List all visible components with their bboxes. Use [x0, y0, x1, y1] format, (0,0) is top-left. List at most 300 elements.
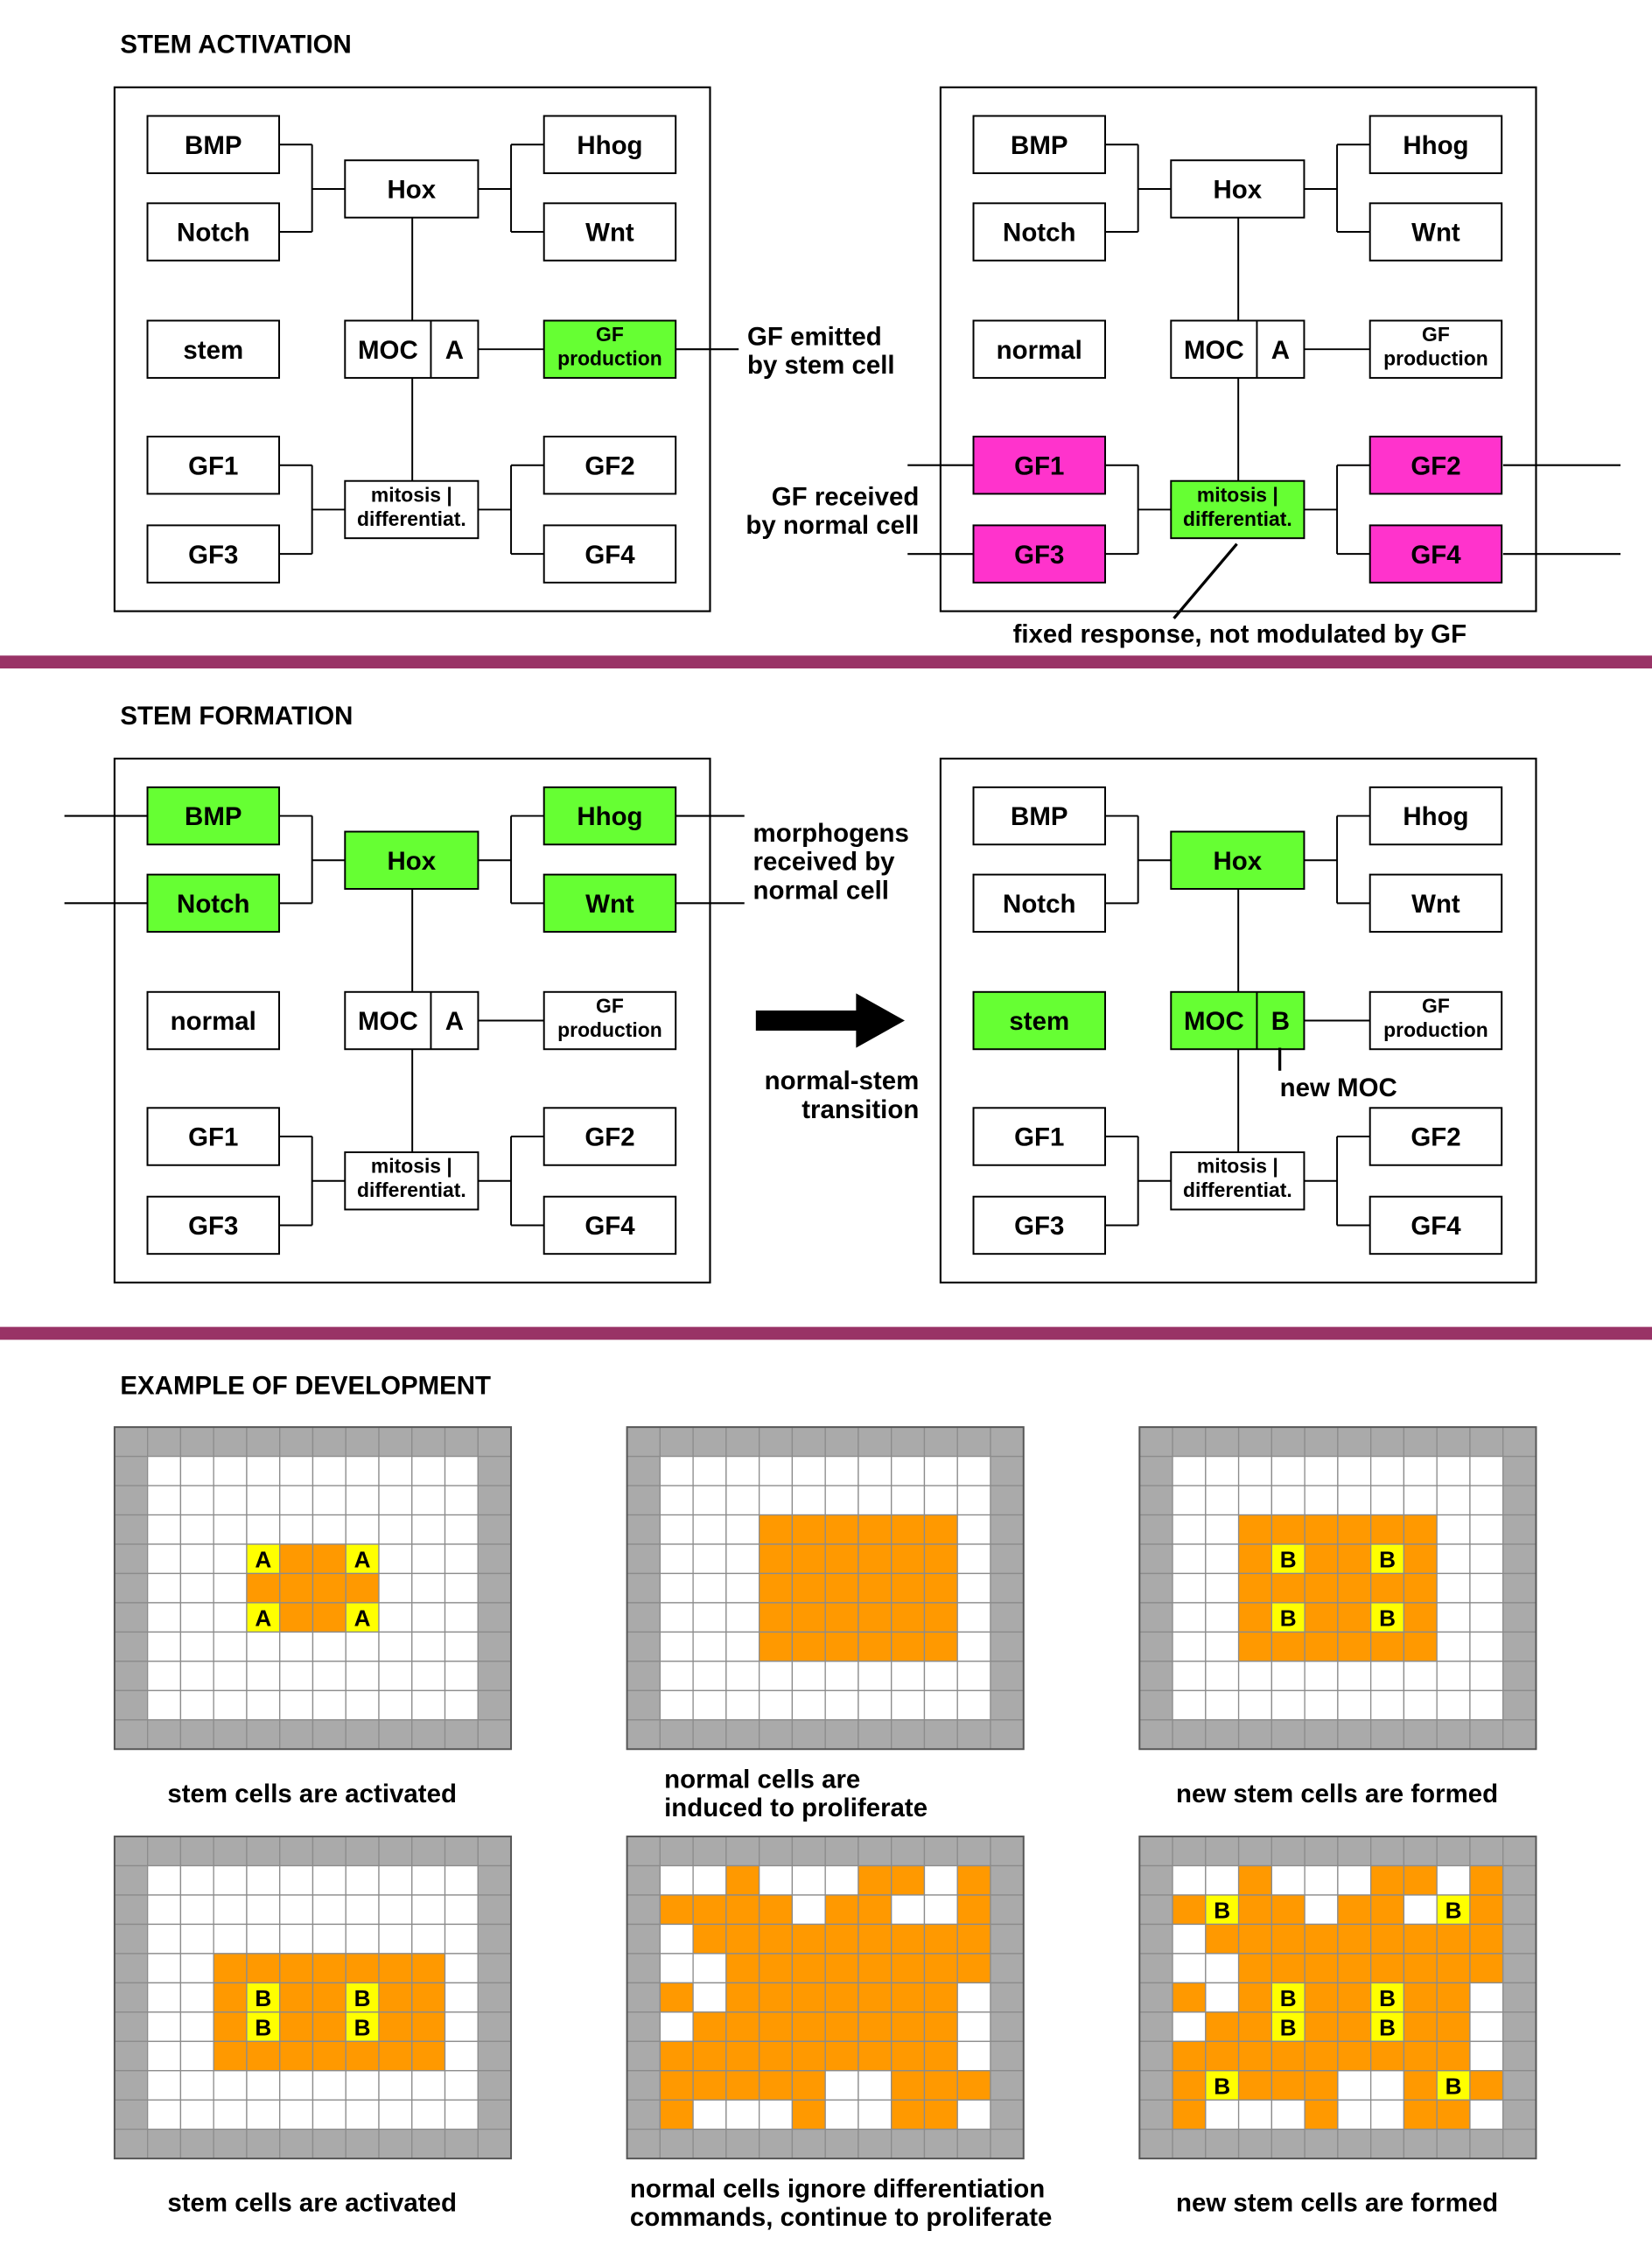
empty-cell	[280, 1661, 313, 1690]
border-cell	[1139, 1427, 1172, 1456]
border-cell	[478, 2100, 511, 2129]
border-cell	[1206, 1427, 1239, 1456]
border-cell	[760, 1836, 793, 1865]
empty-cell	[445, 1457, 479, 1486]
empty-cell	[924, 1690, 957, 1719]
proliferating-cell	[892, 2071, 925, 2100]
border-cell	[478, 1983, 511, 2011]
empty-cell	[280, 1895, 313, 1924]
border-cell	[115, 1486, 148, 1514]
proliferating-cell	[760, 1573, 793, 1602]
empty-cell	[1338, 1866, 1371, 1895]
proliferating-cell	[792, 1954, 825, 1983]
proliferating-cell	[1338, 1632, 1371, 1661]
cell-state-label: B	[354, 1984, 371, 2011]
border-cell	[990, 1661, 1024, 1690]
empty-cell	[1305, 1457, 1338, 1486]
empty-cell	[180, 1573, 214, 1602]
empty-cell	[726, 1515, 760, 1544]
empty-cell	[1206, 1954, 1239, 1983]
border-cell	[892, 1427, 925, 1456]
empty-cell	[148, 1983, 181, 2011]
empty-cell	[957, 1544, 990, 1573]
annotation-gf-received: by normal cell	[746, 511, 920, 541]
empty-cell	[346, 1690, 379, 1719]
empty-cell	[1172, 1457, 1206, 1486]
proliferating-cell	[1404, 2041, 1437, 2070]
border-cell	[412, 1720, 445, 1749]
border-cell	[957, 1720, 990, 1749]
empty-cell	[1338, 1457, 1371, 1486]
proliferating-cell	[957, 1954, 990, 1983]
border-cell	[957, 2130, 990, 2158]
proliferating-cell	[1371, 1895, 1404, 1924]
proliferating-cell	[760, 2041, 793, 2070]
proliferating-cell	[1172, 2041, 1206, 2070]
empty-cell	[1470, 1486, 1503, 1514]
proliferating-cell	[1239, 1515, 1272, 1544]
empty-cell	[1172, 1866, 1206, 1895]
empty-cell	[412, 1515, 445, 1544]
proliferating-cell	[1371, 1924, 1404, 1953]
proliferating-cell	[1305, 1632, 1338, 1661]
border-cell	[1437, 1836, 1470, 1865]
border-cell	[148, 1427, 181, 1456]
border-cell	[627, 2130, 661, 2158]
empty-cell	[445, 2012, 479, 2041]
empty-cell	[445, 1486, 479, 1514]
border-cell	[1239, 2130, 1272, 2158]
cell-state-label: B	[1279, 1605, 1297, 1632]
border-cell	[1503, 1515, 1536, 1544]
empty-cell	[214, 1486, 247, 1514]
border-cell	[1305, 1836, 1338, 1865]
border-cell	[726, 1427, 760, 1456]
border-cell	[660, 1427, 693, 1456]
border-cell	[478, 1573, 511, 1602]
empty-cell	[957, 1690, 990, 1719]
proliferating-cell	[1239, 1895, 1272, 1924]
empty-cell	[957, 1661, 990, 1690]
cell-type-label: stem	[1009, 1007, 1070, 1037]
border-cell	[760, 1427, 793, 1456]
empty-cell	[825, 1690, 858, 1719]
empty-cell	[412, 1632, 445, 1661]
proliferating-cell	[792, 1924, 825, 1953]
empty-cell	[726, 1544, 760, 1573]
border-cell	[627, 1690, 661, 1719]
border-cell	[858, 1427, 892, 1456]
empty-cell	[726, 2100, 760, 2129]
border-cell	[312, 1836, 346, 1865]
empty-cell	[1371, 1486, 1404, 1514]
border-cell	[627, 1632, 661, 1661]
proliferating-cell	[1305, 2100, 1338, 2129]
border-cell	[990, 1895, 1024, 1924]
border-cell	[1470, 2130, 1503, 2158]
proliferating-cell	[1305, 1603, 1338, 1632]
empty-cell	[924, 1895, 957, 1924]
proliferating-cell	[247, 1954, 280, 1983]
empty-cell	[825, 2071, 858, 2100]
border-cell	[1503, 1544, 1536, 1573]
empty-cell	[247, 2100, 280, 2129]
cell-state-label: B	[1445, 2073, 1462, 2100]
empty-cell	[280, 1457, 313, 1486]
proliferating-cell	[892, 2100, 925, 2129]
proliferating-cell	[1437, 2100, 1470, 2129]
proliferating-cell	[726, 1866, 760, 1895]
proliferating-cell	[760, 1954, 793, 1983]
border-cell	[990, 1924, 1024, 1953]
proliferating-cell	[760, 1983, 793, 2011]
proliferating-cell	[693, 2041, 726, 2070]
proliferating-cell	[858, 1603, 892, 1632]
empty-cell	[693, 1457, 726, 1486]
proliferating-cell	[1470, 1954, 1503, 1983]
empty-cell	[214, 1515, 247, 1544]
border-cell	[115, 2012, 148, 2041]
border-cell	[693, 1836, 726, 1865]
empty-cell	[1172, 1954, 1206, 1983]
border-cell	[115, 1544, 148, 1573]
proliferating-cell	[792, 2012, 825, 2041]
border-cell	[1404, 1427, 1437, 1456]
empty-cell	[247, 1895, 280, 1924]
proliferating-cell	[726, 1924, 760, 1953]
empty-cell	[180, 1544, 214, 1573]
empty-cell	[346, 1895, 379, 1924]
empty-cell	[346, 1866, 379, 1895]
empty-cell	[1172, 1515, 1206, 1544]
empty-cell	[1206, 1661, 1239, 1690]
empty-cell	[1305, 1690, 1338, 1719]
border-cell	[1503, 1632, 1536, 1661]
empty-cell	[180, 1895, 214, 1924]
empty-cell	[1305, 1895, 1338, 1924]
proliferating-cell	[1206, 1924, 1239, 1953]
empty-cell	[1271, 1661, 1305, 1690]
hox-module-label: Hox	[387, 846, 437, 876]
border-cell	[312, 1720, 346, 1749]
border-cell	[478, 1457, 511, 1486]
empty-cell	[957, 1632, 990, 1661]
empty-cell	[214, 2071, 247, 2100]
border-cell	[1503, 1661, 1536, 1690]
empty-cell	[379, 1486, 412, 1514]
gf4-module-label: GF4	[1410, 540, 1461, 570]
empty-cell	[1206, 1457, 1239, 1486]
wnt-module-label: Wnt	[585, 218, 634, 248]
mitosis-module-label: differentiat.	[1183, 1178, 1292, 1202]
grid-4	[115, 1836, 511, 2158]
proliferating-cell	[792, 1573, 825, 1602]
gf3-module-label: GF3	[1014, 1212, 1065, 1241]
empty-cell	[825, 1486, 858, 1514]
empty-cell	[445, 2071, 479, 2100]
empty-cell	[1470, 1457, 1503, 1486]
border-cell	[627, 1515, 661, 1544]
proliferating-cell	[346, 1954, 379, 1983]
border-cell	[379, 1427, 412, 1456]
empty-cell	[693, 1544, 726, 1573]
proliferating-cell	[1404, 2012, 1437, 2041]
border-cell	[346, 2130, 379, 2158]
empty-cell	[693, 1661, 726, 1690]
fixed-response-pointer	[1174, 544, 1237, 619]
border-cell	[115, 1427, 148, 1456]
empty-cell	[760, 1866, 793, 1895]
proliferating-cell	[760, 1515, 793, 1544]
proliferating-cell	[312, 1544, 346, 1573]
border-cell	[990, 1427, 1024, 1456]
border-cell	[1139, 1690, 1172, 1719]
empty-cell	[214, 1544, 247, 1573]
proliferating-cell	[1404, 1632, 1437, 1661]
empty-cell	[1470, 1603, 1503, 1632]
border-cell	[1503, 1690, 1536, 1719]
proliferating-cell	[825, 1573, 858, 1602]
empty-cell	[693, 1573, 726, 1602]
empty-cell	[1470, 2041, 1503, 2070]
empty-cell	[412, 1895, 445, 1924]
empty-cell	[247, 1924, 280, 1953]
empty-cell	[957, 1486, 990, 1514]
border-cell	[825, 1427, 858, 1456]
border-cell	[1139, 1983, 1172, 2011]
border-cell	[1239, 1836, 1272, 1865]
empty-cell	[180, 1661, 214, 1690]
empty-cell	[180, 2100, 214, 2129]
empty-cell	[247, 1457, 280, 1486]
border-cell	[1139, 2041, 1172, 2070]
empty-cell	[1371, 1690, 1404, 1719]
empty-cell	[1239, 1486, 1272, 1514]
border-cell	[1271, 1720, 1305, 1749]
proliferating-cell	[247, 2041, 280, 2070]
empty-cell	[180, 1983, 214, 2011]
empty-cell	[1239, 1457, 1272, 1486]
empty-cell	[247, 1690, 280, 1719]
border-cell	[990, 1573, 1024, 1602]
bmp-module-label: BMP	[1011, 130, 1068, 160]
empty-cell	[1437, 1603, 1470, 1632]
border-cell	[627, 1866, 661, 1895]
empty-cell	[660, 2012, 693, 2041]
gf-production-module-label: GF	[1422, 994, 1450, 1018]
border-cell	[478, 1632, 511, 1661]
border-cell	[924, 1836, 957, 1865]
empty-cell	[1470, 1690, 1503, 1719]
empty-cell	[180, 1486, 214, 1514]
empty-cell	[214, 1924, 247, 1953]
empty-cell	[346, 2071, 379, 2100]
proliferating-cell	[1239, 1544, 1272, 1573]
empty-cell	[148, 1895, 181, 1924]
border-cell	[1503, 2100, 1536, 2129]
proliferating-cell	[1470, 1895, 1503, 1924]
proliferating-cell	[858, 2012, 892, 2041]
proliferating-cell	[312, 1603, 346, 1632]
empty-cell	[445, 2041, 479, 2070]
border-cell	[214, 1720, 247, 1749]
empty-cell	[379, 1690, 412, 1719]
border-cell	[312, 2130, 346, 2158]
proliferating-cell	[1305, 1573, 1338, 1602]
empty-cell	[445, 1866, 479, 1895]
proliferating-cell	[1371, 1954, 1404, 1983]
empty-cell	[412, 1866, 445, 1895]
cell-state-label: B	[1379, 1984, 1396, 2011]
section-title-example: EXAMPLE OF DEVELOPMENT	[120, 1371, 492, 1401]
proliferating-cell	[726, 2012, 760, 2041]
empty-cell	[924, 1457, 957, 1486]
proliferating-cell	[1271, 1515, 1305, 1544]
empty-cell	[445, 1632, 479, 1661]
border-cell	[346, 1836, 379, 1865]
border-cell	[1503, 1866, 1536, 1895]
grid-1	[115, 1427, 511, 1749]
border-cell	[1470, 1720, 1503, 1749]
empty-cell	[693, 1866, 726, 1895]
empty-cell	[858, 1661, 892, 1690]
cell-type-label: normal	[996, 335, 1082, 365]
proliferating-cell	[825, 1924, 858, 1953]
proliferating-cell	[760, 1632, 793, 1661]
empty-cell	[346, 1661, 379, 1690]
empty-cell	[760, 1457, 793, 1486]
proliferating-cell	[1371, 1866, 1404, 1895]
border-cell	[627, 2041, 661, 2070]
border-cell	[1139, 1515, 1172, 1544]
border-cell	[280, 1836, 313, 1865]
border-cell	[990, 1457, 1024, 1486]
empty-cell	[379, 1457, 412, 1486]
empty-cell	[247, 1486, 280, 1514]
empty-cell	[1338, 2071, 1371, 2100]
proliferating-cell	[924, 1515, 957, 1544]
cell-state-label: A	[354, 1605, 371, 1632]
empty-cell	[1371, 2071, 1404, 2100]
empty-cell	[445, 1924, 479, 1953]
border-cell	[115, 1573, 148, 1602]
empty-cell	[379, 1661, 412, 1690]
proliferating-cell	[858, 1924, 892, 1953]
border-cell	[1271, 1427, 1305, 1456]
proliferating-cell	[892, 1866, 925, 1895]
empty-cell	[412, 2100, 445, 2129]
empty-cell	[346, 1515, 379, 1544]
empty-cell	[280, 1632, 313, 1661]
empty-cell	[280, 1486, 313, 1514]
empty-cell	[1271, 1690, 1305, 1719]
empty-cell	[379, 1573, 412, 1602]
empty-cell	[726, 1661, 760, 1690]
proliferating-cell	[858, 1895, 892, 1924]
proliferating-cell	[957, 2071, 990, 2100]
empty-cell	[1404, 1457, 1437, 1486]
border-cell	[478, 1954, 511, 1983]
cell-state-label: B	[1379, 2014, 1396, 2041]
border-cell	[858, 2130, 892, 2158]
empty-cell	[445, 2100, 479, 2129]
border-cell	[1470, 1836, 1503, 1865]
empty-cell	[892, 1895, 925, 1924]
grid-caption: normal cells ignore differentiation	[629, 2174, 1046, 2204]
proliferating-cell	[1239, 1983, 1272, 2011]
proliferating-cell	[892, 1603, 925, 1632]
proliferating-cell	[660, 2100, 693, 2129]
empty-cell	[412, 1486, 445, 1514]
proliferating-cell	[924, 2012, 957, 2041]
border-cell	[1139, 1836, 1172, 1865]
border-cell	[247, 2130, 280, 2158]
annotation-morphogens: normal cell	[752, 876, 889, 906]
proliferating-cell	[280, 1573, 313, 1602]
border-cell	[1338, 2130, 1371, 2158]
border-cell	[1172, 1720, 1206, 1749]
border-cell	[892, 2130, 925, 2158]
gf4-module-label: GF4	[1410, 1212, 1461, 1241]
border-cell	[115, 1720, 148, 1749]
notch-module-label: Notch	[177, 218, 250, 248]
proliferating-cell	[892, 1954, 925, 1983]
border-cell	[1503, 1457, 1536, 1486]
proliferating-cell	[1371, 2041, 1404, 2070]
border-cell	[627, 1954, 661, 1983]
cell-state-label: B	[255, 1984, 272, 2011]
empty-cell	[957, 1603, 990, 1632]
empty-cell	[660, 1573, 693, 1602]
border-cell	[1206, 1720, 1239, 1749]
border-cell	[1305, 2130, 1338, 2158]
proliferating-cell	[924, 1983, 957, 2011]
border-cell	[148, 1720, 181, 1749]
proliferating-cell	[892, 2012, 925, 2041]
proliferating-cell	[825, 1632, 858, 1661]
empty-cell	[957, 1515, 990, 1544]
empty-cell	[346, 1632, 379, 1661]
gf1-module-label: GF1	[1014, 451, 1065, 481]
gf1-module-label: GF1	[188, 1122, 239, 1152]
empty-cell	[1338, 1486, 1371, 1514]
empty-cell	[660, 1544, 693, 1573]
proliferating-cell	[693, 2012, 726, 2041]
grid-2	[627, 1427, 1024, 1749]
proliferating-cell	[892, 1924, 925, 1953]
empty-cell	[1271, 1866, 1305, 1895]
proliferating-cell	[346, 1573, 379, 1602]
border-cell	[1139, 2130, 1172, 2158]
moc-state: B	[1270, 1007, 1291, 1037]
proliferating-cell	[957, 1895, 990, 1924]
empty-cell	[1437, 1661, 1470, 1690]
empty-cell	[180, 1954, 214, 1983]
hox-module-label: Hox	[387, 175, 437, 205]
empty-cell	[379, 2100, 412, 2129]
moc-state: A	[444, 1007, 465, 1037]
empty-cell	[148, 1573, 181, 1602]
border-cell	[478, 1515, 511, 1544]
border-cell	[478, 2041, 511, 2070]
empty-cell	[760, 1661, 793, 1690]
proliferating-cell	[760, 1895, 793, 1924]
border-cell	[1305, 1720, 1338, 1749]
proliferating-cell	[1271, 1895, 1305, 1924]
border-cell	[990, 2012, 1024, 2041]
empty-cell	[148, 1544, 181, 1573]
empty-cell	[792, 1486, 825, 1514]
